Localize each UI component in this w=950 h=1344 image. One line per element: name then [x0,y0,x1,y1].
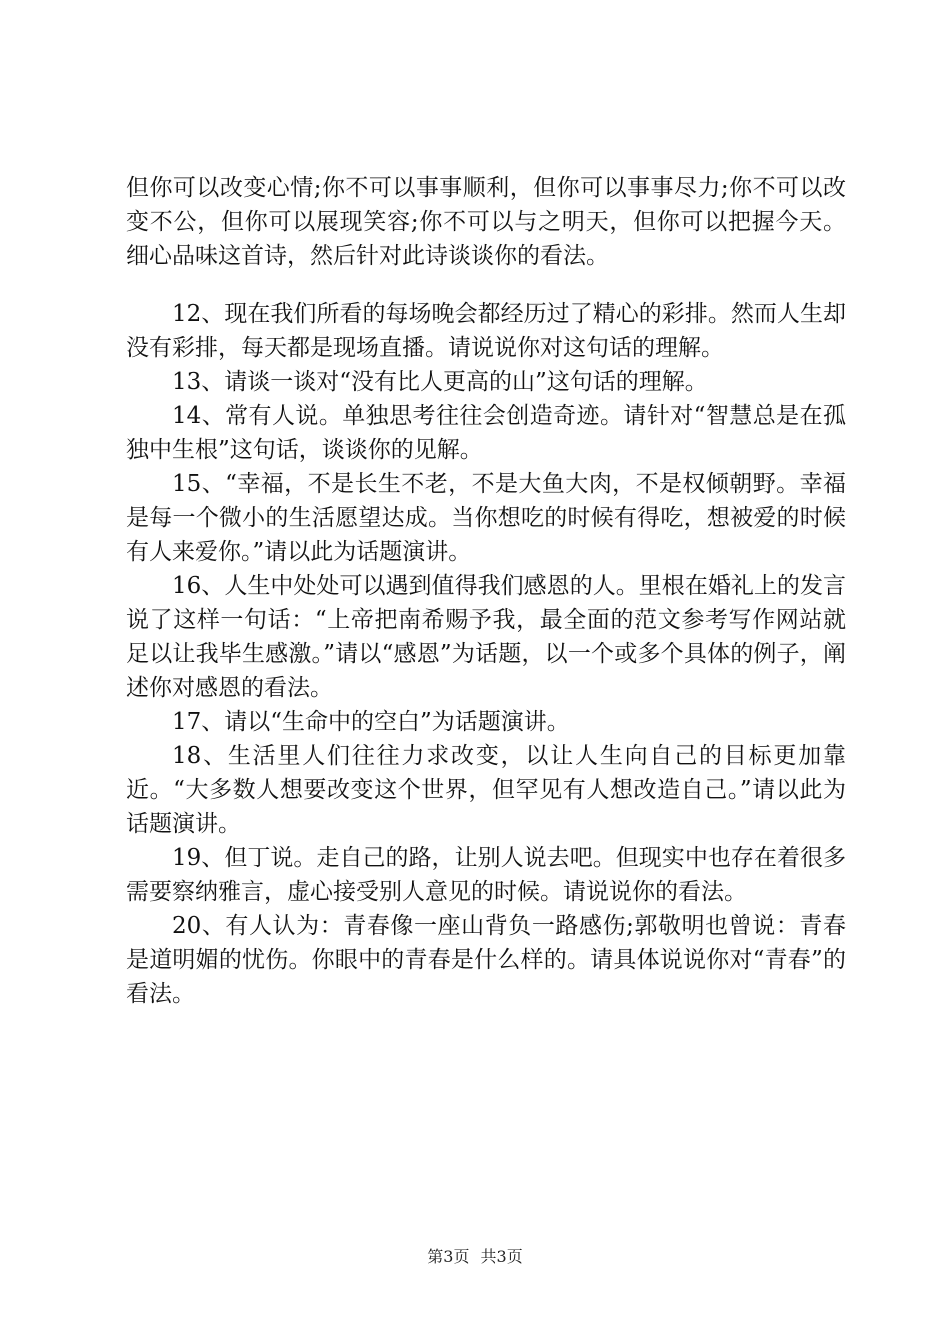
page-footer [0,1244,950,1267]
page-total: 共3页 [480,1247,523,1266]
question-15: 15、“幸福，不是长生不老，不是大鱼大肉，不是权倾朝野。幸福是每一个微小的生活愿望达成。当你想吃的时候有得吃，想被爱的时候有人来爱你。”请以此为话题演讲。 [126,471,846,565]
paragraph-continued: 但你可以改变心情;你不可以事事顺利，但你可以事事尽力;你不可以改变不公，但你可以展现笑容;你不可以与之明天，但你可以把握今天。细心品味这首诗，然后针对此诗谈谈你的看法。 [126,175,846,269]
question-19: 19、但丁说。走自己的路，让别人说去吧。但现实中也存在着很多需要察纳雅言，虚心接受别人意见的时候。请说说你的看法。 [126,845,846,905]
question-18: 18、生活里人们往往力求改变，以让人生向自己的目标更加靠近。“大多数人想要改变这个世界，但罕见有人想改造自己。”请以此为话题演讲。 [126,743,846,837]
question-20: 20、有人认为：青春像一座山背负一路感伤;郭敬明也曾说：青春是道明媚的忧伤。你眼中的青春是什么样的。请具体说说你对“青春”的看法。 [126,913,846,1007]
question-16: 16、人生中处处可以遇到值得我们感恩的人。里根在婚礼上的发言说了这样一句话：“上帝把南希赐予我，最全面的范文参考写作网站就足以让我毕生感激。”请以“感恩”为话题，以一个或多个具体的例子，阐述你对感恩的看法。 [126,573,846,701]
question-14: 14、常有人说。单独思考往往会创造奇迹。请针对“智慧总是在孤独中生根”这句话，谈谈你的见解。 [126,403,846,463]
question-12: 12、现在我们所看的每场晚会都经历过了精心的彩排。然而人生却没有彩排，每天都是现场直播。请说说你对这句话的理解。 [126,301,846,361]
document-body [126,171,846,1011]
question-13: 13、请谈一谈对“没有比人更高的山”这句话的理解。 [172,369,708,395]
page-number: 第3页 [427,1247,470,1266]
question-17: 17、请以“生命中的空白”为话题演讲。 [172,709,570,735]
